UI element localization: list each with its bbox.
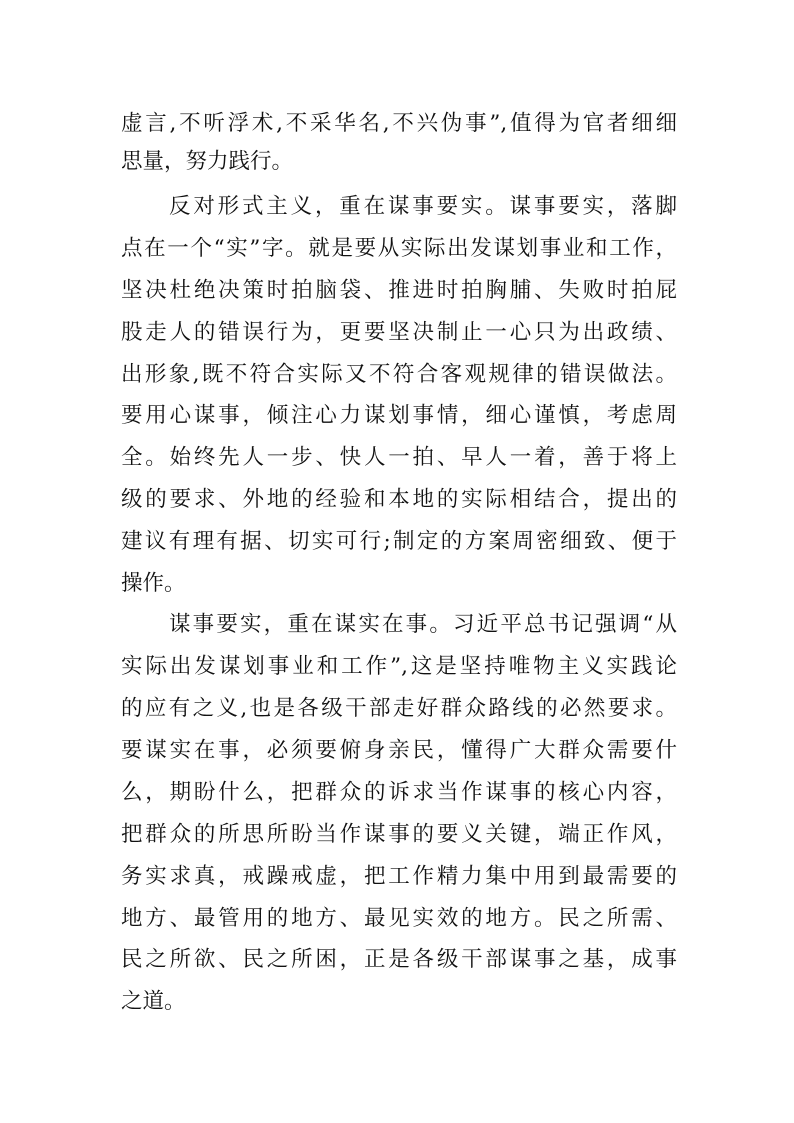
text-line: 出形象,既不符合实际又不符合客观规律的错误做法。 [121, 362, 677, 387]
text-line: 务实求真，戒躁戒虚，把工作精力集中用到最需要的 [121, 864, 677, 889]
text-line: 地方、最管用的地方、最见实效的地方。民之所需、 [121, 906, 677, 931]
text-line: 么，期盼什么，把群众的诉求当作谋事的核心内容， [121, 780, 677, 805]
text-line: 虚言,不听浮术,不采华名,不兴伪事”,值得为官者细细 [121, 111, 677, 136]
paragraph-start-line: 谋事要实，重在谋实在事。习近平总书记强调“从 [169, 612, 677, 637]
text-line: 股走人的错误行为，更要坚决制止一心只为出政绩、 [121, 320, 677, 345]
text-line: 操作。 [121, 571, 186, 596]
text-line: 坚决杜绝决策时拍脑袋、推进时拍胸脯、失败时拍屁 [121, 278, 677, 303]
text-line: 民之所欲、民之所困，正是各级干部谋事之基，成事 [121, 947, 677, 972]
text-line: 要谋实在事，必须要俯身亲民，懂得广大群众需要什 [121, 738, 677, 763]
text-line: 全。始终先人一步、快人一拍、早人一着，善于将上 [121, 445, 677, 470]
text-line: 实际出发谋划事业和工作”,这是坚持唯物主义实践论 [121, 654, 677, 679]
text-line: 思量，努力践行。 [121, 149, 294, 174]
text-line: 的应有之义,也是各级干部走好群众路线的必然要求。 [121, 696, 677, 721]
text-line: 点在一个“实”字。就是要从实际出发谋划事业和工作， [121, 236, 677, 261]
text-line: 把群众的所思所盼当作谋事的要义关键，端正作风， [121, 822, 677, 847]
text-line: 建议有理有据、切实可行;制定的方案周密细致、便于 [121, 529, 677, 554]
paragraph-start-line: 反对形式主义，重在谋事要实。谋事要实，落脚 [169, 194, 677, 219]
text-line: 级的要求、外地的经验和本地的实际相结合，提出的 [121, 487, 677, 512]
text-line: 之道。 [121, 989, 186, 1014]
text-line: 要用心谋事，倾注心力谋划事情，细心谨慎，考虑周 [121, 403, 677, 428]
